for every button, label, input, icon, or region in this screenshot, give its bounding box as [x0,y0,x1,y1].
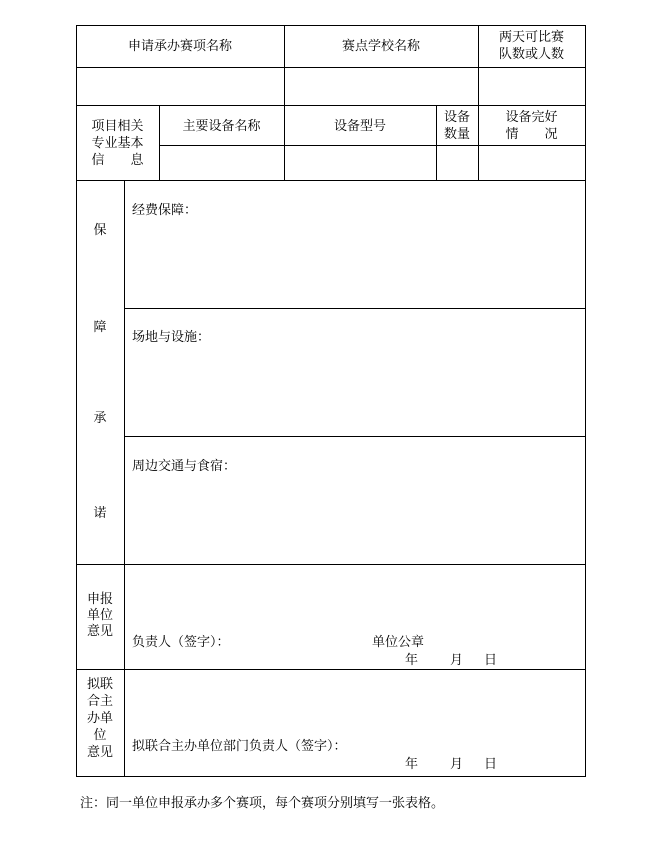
coorganizer-date-month: 月 [450,757,464,772]
applicant-signer-label: 负责人（签字）： [132,635,230,650]
equipment-condition-header-line2: 情 况 [505,127,558,142]
equipment-qty-header-line2: 数量 [443,127,470,142]
equipment-qty-field[interactable] [440,155,474,170]
event-name-field[interactable] [80,78,280,93]
event-name-header: 申请承办赛项名称 [127,39,232,54]
applicant-date-month: 月 [450,653,464,668]
applicant-opinion-label-3: 意见 [86,624,113,639]
table-row-divider [76,669,586,670]
school-name-header: 赛点学校名称 [341,39,420,54]
transport-accommodation-field[interactable] [130,478,580,558]
applicant-date-day: 日 [484,653,498,668]
coorganizer-opinion-label-3: 办单 [86,711,113,726]
school-name-field[interactable] [288,78,474,93]
table-border-bottom [76,776,586,777]
coorganizer-opinion-label-4: 位 [93,728,107,743]
applicant-seal-label: 单位公章 [372,635,425,650]
coorganizer-signer-label: 拟联合主办单位部门负责人（签字）： [132,739,347,754]
guarantee-label-char-1: 保 [93,223,107,238]
coorganizer-opinion-label-1: 拟联 [86,677,113,692]
table-row-divider [76,105,586,106]
table-border-top [76,25,586,26]
equipment-model-header: 设备型号 [333,119,386,134]
equipment-condition-header-line1: 设备完好 [505,110,558,125]
coorganizer-date-year: 年 [405,757,419,772]
applicant-opinion-label-2: 单位 [86,608,113,623]
equipment-name-field[interactable] [163,155,280,170]
table-row-divider [124,436,586,437]
table-border-right [585,25,586,777]
table-col-divider [124,180,125,777]
teams-count-field[interactable] [482,78,581,93]
teams-count-header-line2: 队数或人数 [498,47,564,62]
funding-guarantee-label: 经费保障： [132,203,198,218]
venue-facilities-field[interactable] [130,350,580,430]
venue-facilities-label: 场地与设施： [132,330,211,345]
table-row-divider [76,67,586,68]
guarantee-label-char-3: 承 [93,411,107,426]
guarantee-label-char-2: 障 [93,320,107,335]
equipment-condition-field[interactable] [482,155,581,170]
footnote: 注：同一单位申报承办多个赛项，每个赛项分别填写一张表格。 [80,796,445,811]
table-col-divider [159,105,160,180]
funding-guarantee-field[interactable] [130,222,580,302]
table-row-divider [76,180,586,181]
coorganizer-opinion-label-2: 合主 [86,694,113,709]
table-row-divider [124,308,586,309]
table-row-divider [76,564,586,565]
info-row-label-line3: 信 息 [91,153,144,168]
table-row-divider [159,145,586,146]
equipment-name-header: 主要设备名称 [182,119,261,134]
equipment-model-field[interactable] [288,155,432,170]
coorganizer-opinion-label-5: 意见 [86,745,113,760]
teams-count-header-line1: 两天可比赛 [498,30,564,45]
coorganizer-date-day: 日 [484,757,498,772]
transport-accommodation-label: 周边交通与食宿： [132,459,237,474]
applicant-opinion-label-1: 申报 [86,592,113,607]
info-row-label-line2: 专业基本 [91,136,144,151]
equipment-qty-header-line1: 设备 [443,110,470,125]
guarantee-label-char-4: 诺 [93,506,107,521]
applicant-date-year: 年 [405,653,419,668]
info-row-label-line1: 项目相关 [91,119,144,134]
